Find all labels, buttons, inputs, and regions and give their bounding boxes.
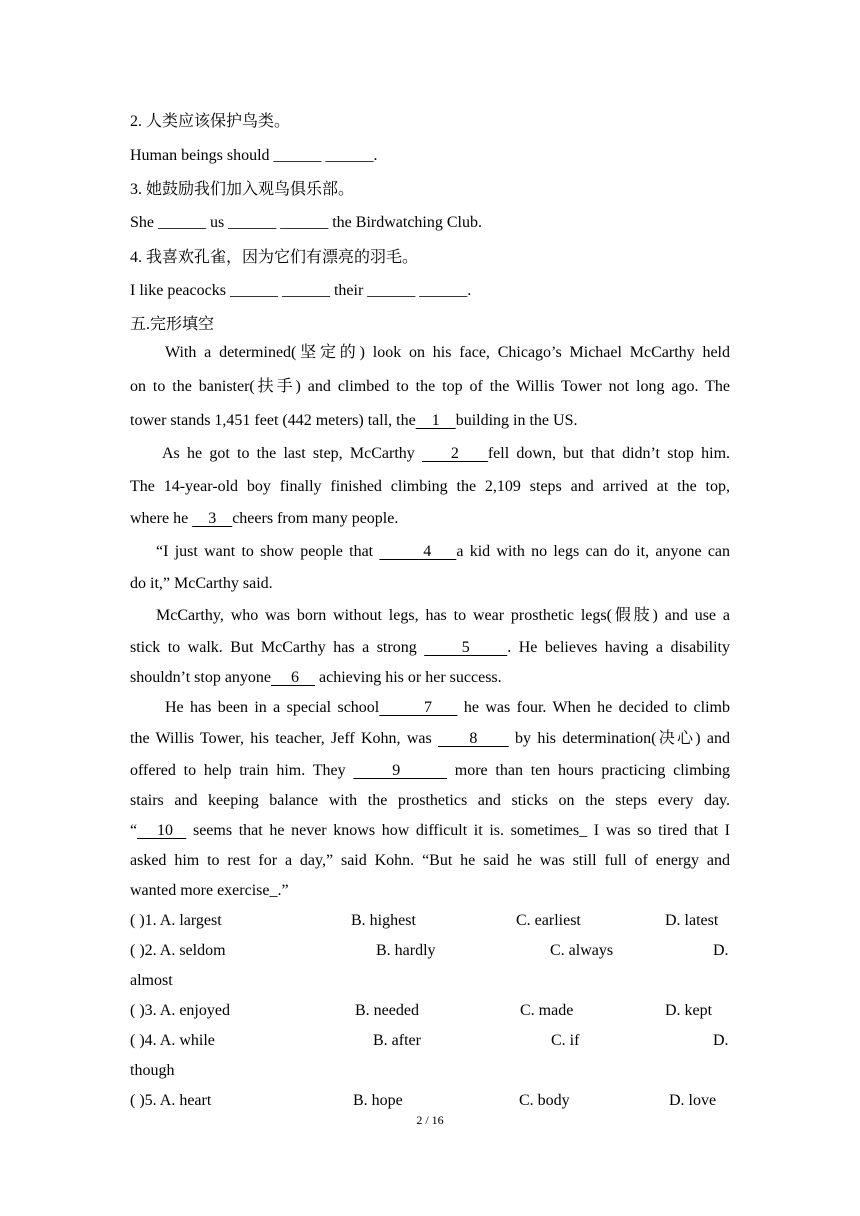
option-d: D. love bbox=[669, 1092, 717, 1109]
option-d: D. bbox=[713, 1032, 729, 1049]
blank-7: 7 bbox=[379, 699, 458, 716]
passage-line: The 14-year-old boy finally finished climbing the 2,109 steps and arrived at the top, bbox=[130, 478, 730, 495]
passage-line: With a determined(坚定的) look on his face, Chicago’s Michael McCarthy held bbox=[165, 344, 730, 361]
option-d-wrap: almost bbox=[130, 972, 173, 989]
translation-q4-prompt: 4. 我喜欢孔雀，因为它们有漂亮的羽毛。 bbox=[130, 249, 419, 266]
translation-q3-prompt: 3. 她鼓励我们加入观鸟俱乐部。 bbox=[130, 181, 355, 198]
option-a: ( )5. A. heart bbox=[130, 1092, 212, 1109]
option-a: ( )2. A. seldom bbox=[130, 942, 226, 959]
blank-2: 2 bbox=[422, 445, 488, 462]
passage-line: tower stands 1,451 feet (442 meters) tall, the 1 building in the US. bbox=[130, 412, 578, 429]
option-c: C. always bbox=[550, 942, 614, 959]
passage-line: wanted more exercise_.” bbox=[130, 882, 289, 899]
blank-1: 1 bbox=[415, 412, 456, 429]
translation-q3-answer: She ______ us ______ ______ the Birdwatching Club. bbox=[130, 214, 482, 231]
passage-line: the Willis Tower, his teacher, Jeff Kohn, was 8 by his determination(决心) and bbox=[130, 730, 731, 747]
blank-9: 9 bbox=[353, 762, 447, 779]
passage-line: where he 3 cheers from many people. bbox=[130, 510, 399, 527]
option-c: C. body bbox=[519, 1092, 570, 1109]
page-number: 2 / 16 bbox=[416, 1113, 444, 1127]
passage-line: asked him to rest for a day,” said Kohn. “But he said he was still full of energy and bbox=[130, 852, 730, 869]
blank-4: 4 bbox=[379, 543, 457, 560]
passage-line: shouldn’t stop anyone 6 achieving his or her success. bbox=[130, 669, 502, 686]
passage-line: As he got to the last step, McCarthy 2 fell down, but that didn’t stop him. bbox=[162, 445, 731, 462]
option-a: ( )1. A. largest bbox=[130, 912, 222, 929]
option-c: C. made bbox=[520, 1002, 574, 1019]
option-c: C. if bbox=[551, 1032, 580, 1049]
blank-8: 8 bbox=[438, 730, 509, 747]
blank-5: 5 bbox=[424, 639, 508, 656]
passage-line: do it,” McCarthy said. bbox=[130, 575, 273, 592]
passage-line: McCarthy, who was born without legs, has to wear prosthetic legs(假肢) and use a bbox=[156, 607, 730, 624]
passage-line: “ 10 seems that he never knows how difficult it is. sometimes_ I was so tired that I bbox=[130, 822, 731, 839]
blank-3: 3 bbox=[192, 510, 233, 527]
option-c: C. earliest bbox=[516, 912, 581, 929]
passage-line: stick to walk. But McCarthy has a strong 5 . He believes having a disability bbox=[130, 639, 731, 656]
option-b: B. needed bbox=[355, 1002, 419, 1019]
translation-q2-prompt: 2. 人类应该保护鸟类。 bbox=[130, 113, 291, 130]
option-b: B. after bbox=[373, 1032, 421, 1049]
blank-6: 6 bbox=[271, 669, 316, 686]
option-d: D. kept bbox=[665, 1002, 713, 1019]
translation-q2-answer: Human beings should ______ ______. bbox=[130, 147, 378, 164]
option-d: D. bbox=[713, 942, 729, 959]
blank-10: 10 bbox=[137, 822, 187, 839]
passage-line: on to the banister(扶手) and climbed to the top of the Willis Tower not long ago. The bbox=[130, 378, 730, 395]
passage-line: He has been in a special school 7 he was four. When he decided to climb bbox=[165, 699, 730, 716]
section-heading: 五.完形填空 bbox=[130, 316, 215, 333]
passage-line: stairs and keeping balance with the prosthetics and sticks on the steps every day. bbox=[130, 792, 730, 809]
passage-line: offered to help train him. They 9 more than ten hours practicing climbing bbox=[130, 762, 731, 779]
option-a: ( )3. A. enjoyed bbox=[130, 1002, 230, 1019]
passage-line: “I just want to show people that 4 a kid with no legs can do it, anyone can bbox=[156, 543, 731, 560]
option-b: B. highest bbox=[351, 912, 416, 929]
option-b: B. hope bbox=[353, 1092, 403, 1109]
translation-q4-answer: I like peacocks ______ ______ their ______ ______. bbox=[130, 282, 472, 299]
option-d-wrap: though bbox=[130, 1062, 175, 1079]
option-b: B. hardly bbox=[376, 942, 436, 959]
option-d: D. latest bbox=[665, 912, 719, 929]
option-a: ( )4. A. while bbox=[130, 1032, 215, 1049]
